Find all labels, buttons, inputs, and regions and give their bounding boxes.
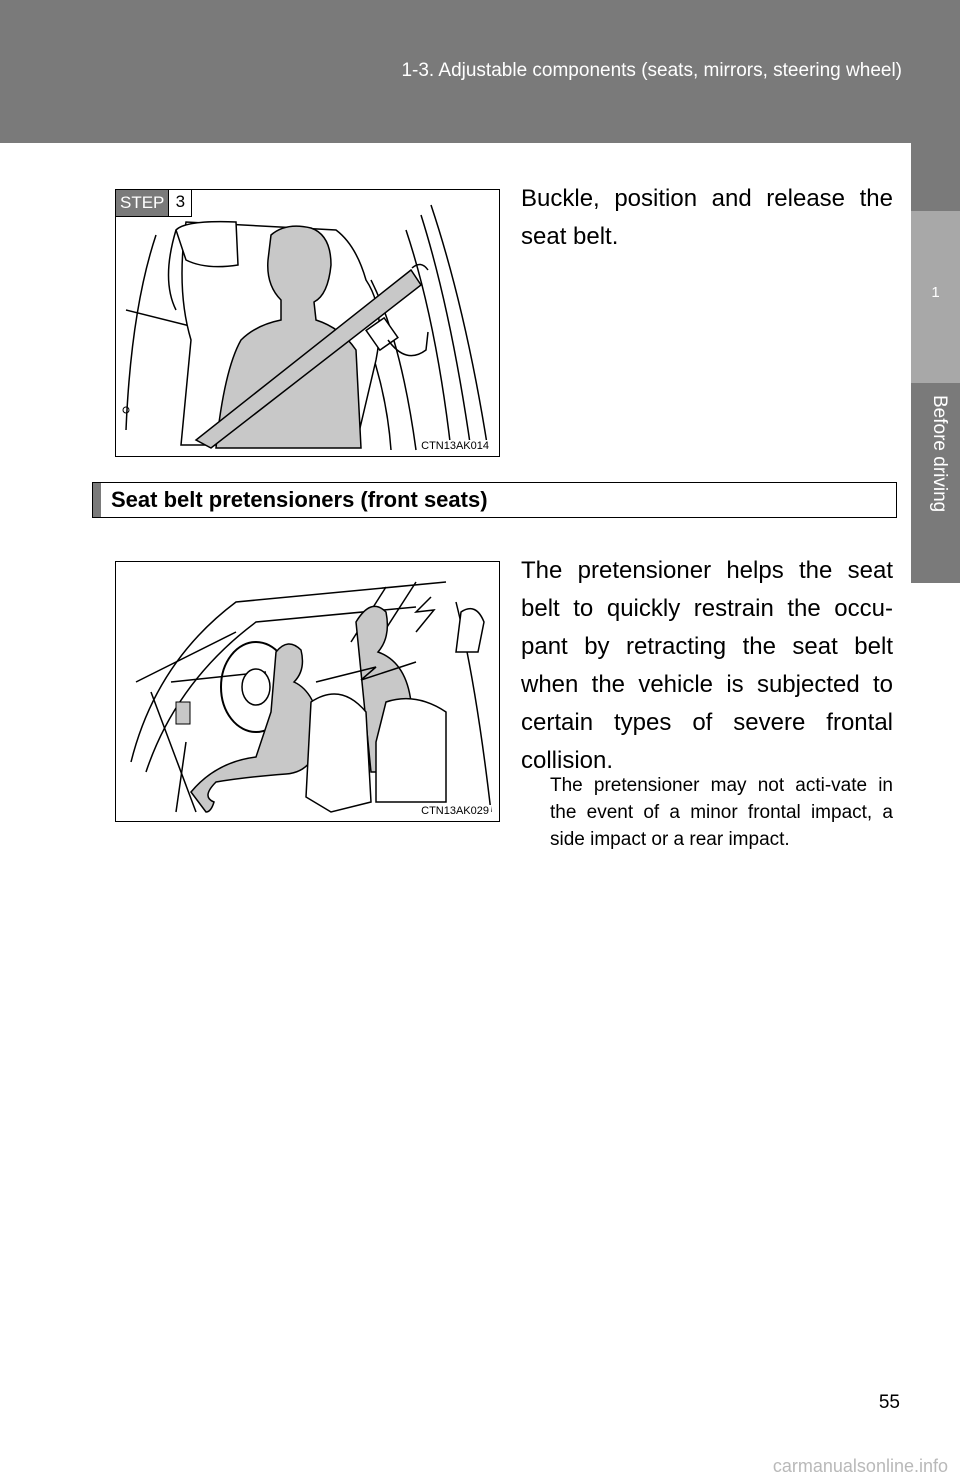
figure-code: CTN13AK029 xyxy=(421,805,489,817)
seat-belt-drawing xyxy=(116,190,498,455)
seat-belt-illustration xyxy=(115,189,500,457)
step-word: STEP xyxy=(116,190,168,216)
page-number: 55 xyxy=(878,1392,900,1413)
chapter-label: Before driving xyxy=(929,395,950,513)
section-title: Seat belt pretensioners (front seats) xyxy=(111,487,488,512)
step-badge xyxy=(116,190,192,217)
chapter-number: 1 xyxy=(931,284,940,301)
step-instruction: Buckle, position and release the seat belt. xyxy=(521,185,893,250)
step-number: 3 xyxy=(168,190,191,216)
figure-code: CTN13AK014 xyxy=(421,440,489,452)
page-header xyxy=(0,0,960,143)
header-title: 1-3. Adjustable components (seats, mirrors, steering wheel) xyxy=(401,60,902,81)
pretensioner-illustration xyxy=(115,561,500,822)
watermark: carmanualsonline.info xyxy=(772,1456,948,1476)
section-note: The pretensioner may not acti-vate in the event of a minor frontal impact, a side impact or a rear impact. xyxy=(550,775,893,850)
section-marker xyxy=(93,483,101,517)
section-body: The pretensioner helps the seat belt to quickly restrain the occu-pant by retracting the seat belt when the vehicle is subjected to certain types of severe frontal collision. xyxy=(521,557,893,774)
section-heading xyxy=(92,482,897,518)
pretensioner-drawing xyxy=(116,562,498,820)
